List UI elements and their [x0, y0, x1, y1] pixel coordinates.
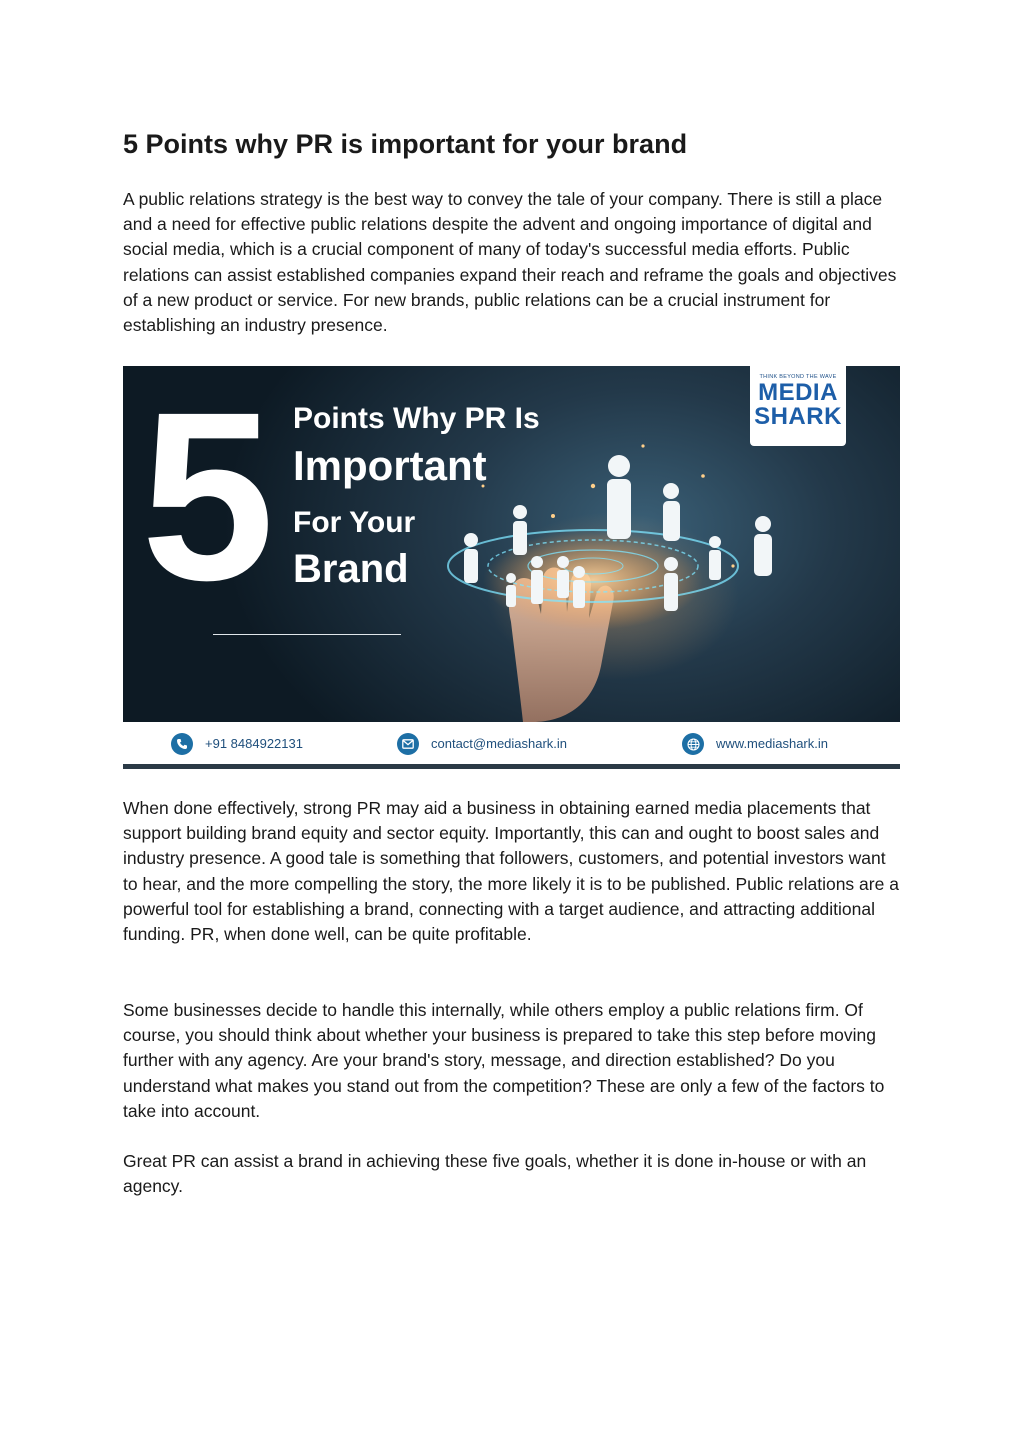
phone-number: +91 8484922131 — [205, 736, 303, 751]
email-icon — [397, 733, 419, 755]
headline-divider — [213, 634, 401, 635]
intro-paragraph: A public relations strategy is the best way to convey the tale of your company. There is still a place and a need for effective public relations despite the advent and ongoing importance of digital and social media, which is a crucial component of many of today's successful media efforts. Public relations can assist established companies expand their reach and reframe the goals and objectives of a new product or service. For new brands, public relations can be a crucial instrument for establishing an industry presence. — [123, 189, 897, 336]
contact-phone — [171, 732, 303, 756]
email-address: contact@mediashark.in — [431, 736, 568, 751]
logo-tagline: THINK BEYOND THE WAVE — [759, 374, 837, 380]
headline-line-1: Points Why PR Is — [293, 402, 540, 435]
logo-word-shark: SHARK — [754, 403, 842, 430]
website-url: www.mediashark.in — [716, 736, 828, 751]
globe-icon — [682, 733, 704, 755]
big-five-numeral: 5 — [141, 366, 269, 630]
contact-website — [682, 732, 828, 756]
body-paragraph-2: When done effectively, strong PR may aid a business in obtaining earned media placements that support building brand equity and sector equity. Importantly, this can and ought to boost sales and industry presence. A good tale is something that followers, customers, and potential investors want to hear, and the more compelling the story, the more likely it is to be published. Public relations are a powerful tool for establishing a brand, connecting with a target audience, and attracting additional funding. PR, when done well, can be quite profitable. — [123, 798, 899, 945]
page-title: 5 Points why PR is important for your brand — [123, 129, 688, 159]
body-paragraph-4: Great PR can assist a brand in achieving these five goals, whether it is done in-house or with an agency. — [123, 1151, 867, 1197]
headline-line-2: Important — [293, 442, 487, 489]
media-shark-logo — [750, 366, 846, 446]
logo-word-media: MEDIA — [758, 379, 838, 406]
article-banner-image — [123, 366, 900, 770]
banner-bottom-rule — [123, 764, 900, 769]
contact-email — [397, 732, 567, 756]
banner-photo — [123, 366, 900, 722]
body-paragraph-3: Some businesses decide to handle this internally, while others employ a public relations firm. Of course, you should think about whether your business is prepared to take this step before moving further with any agency. Are your brand's story, message, and direction established? Do you understand what makes you stand out from the competition? These are only a few of the factors to take into account. — [123, 1000, 885, 1121]
phone-icon — [171, 733, 193, 755]
contact-bar — [123, 722, 900, 766]
headline-line-4: Brand — [293, 547, 409, 591]
headline-line-3: For Your — [293, 506, 416, 539]
